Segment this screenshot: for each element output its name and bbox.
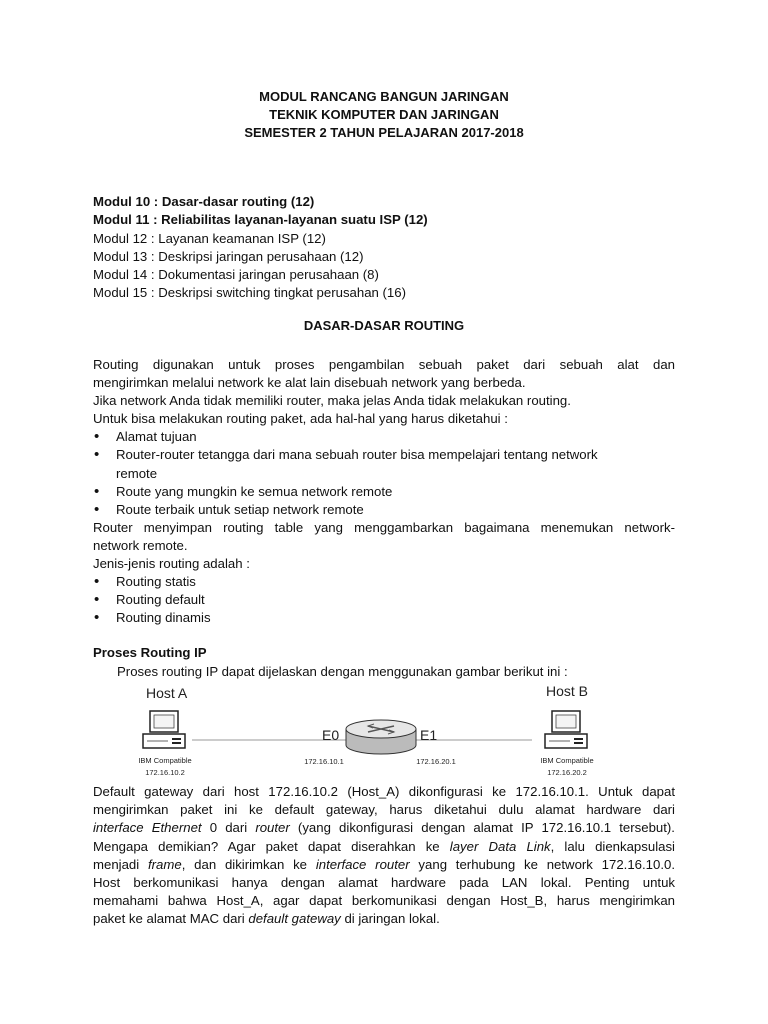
paragraph-line <box>93 856 675 874</box>
e0-label: E0 <box>322 727 340 743</box>
host-a-ip: 172.16.10.2 <box>145 768 185 777</box>
italic-term: router <box>255 820 290 836</box>
subsection-title: Proses Routing IP <box>93 645 207 660</box>
header-line-1: MODUL RANCANG BANGUN JARINGAN <box>259 89 509 104</box>
paragraph-line: Router menyimpan routing table yang menggambarkan bagaimana menemukan network- <box>93 519 675 535</box>
paragraph-line <box>93 910 675 928</box>
paragraph-line: Routing digunakan untuk proses pengambilan sebuah paket dari sebuah alat dan <box>93 357 675 372</box>
document-header <box>0 88 768 142</box>
paragraph-line <box>93 838 675 856</box>
network-diagram <box>120 683 610 781</box>
header-line-2: TEKNIK KOMPUTER DAN JARINGAN <box>269 107 499 122</box>
host-b-ip: 172.16.20.2 <box>547 768 587 777</box>
text-span: , dan dikirimkan ke <box>181 856 316 872</box>
text-span: paket ke alamat MAC dari <box>93 911 249 927</box>
module-list <box>93 193 428 303</box>
module-item: Modul 10 : Dasar-dasar routing (12) <box>93 194 315 209</box>
paragraph-line: mengirimkan paket ini ke default gateway, harus diketahui dulu alamat hardware dari <box>93 802 675 818</box>
module-item: Modul 13 : Deskripsi jaringan perusahaan (12) <box>93 248 364 264</box>
module-item: Modul 14 : Dokumentasi jaringan perusahaan (8) <box>93 267 379 283</box>
module-item: Modul 11 : Reliabilitas layanan-layanan suatu ISP (12) <box>93 212 428 228</box>
explanation-text <box>93 783 675 929</box>
text-span: yang terhubung ke network 172.16.10.0. <box>409 856 676 872</box>
paragraph-line: Jika network Anda tidak memiliki router, maka jelas Anda tidak melakukan routing. <box>93 393 571 409</box>
module-item: Modul 15 : Deskripsi switching tingkat perusahan (16) <box>93 285 406 301</box>
host-b-label: Host B <box>546 683 589 699</box>
list-item: • Route terbaik untuk setiap network remote <box>93 501 675 519</box>
text-span: di jaringan lokal. <box>340 911 440 927</box>
module-item: Modul 12 : Layanan keamanan ISP (12) <box>93 230 326 246</box>
section-title: DASAR-DASAR ROUTING <box>303 318 465 333</box>
paragraph-line: Untuk bisa melakukan routing paket, ada hal-hal yang harus diketahui : <box>93 411 508 427</box>
computer-icon <box>545 711 587 748</box>
host-a-type: IBM Compatible <box>138 756 192 765</box>
host-b-type: IBM Compatible <box>540 756 594 765</box>
list-item: • Alamat tujuan <box>93 428 675 446</box>
paragraph-line: Jenis-jenis routing adalah : <box>93 556 250 572</box>
italic-term: interface Ethernet <box>93 820 202 836</box>
text-span: , lalu dienkapsulasi <box>550 838 675 854</box>
router-icon <box>346 720 416 754</box>
list-item: • Routing statis <box>93 573 675 591</box>
paragraph-line: Default gateway dari host 172.16.10.2 (Host_A) dikonfigurasi ke 172.16.10.1. Untuk dapat <box>93 784 675 799</box>
paragraph-line <box>93 819 675 837</box>
italic-term: default gateway <box>248 911 341 927</box>
diagram-intro: Proses routing IP dapat dijelaskan dengan menggunakan gambar berikut ini : <box>117 664 568 679</box>
requirements-list-cont <box>93 483 675 519</box>
list-item: • Routing default <box>93 591 675 609</box>
text-span: menjadi <box>93 856 148 872</box>
requirements-list <box>93 428 675 464</box>
list-item: • Routing dinamis <box>93 609 675 627</box>
italic-term: frame <box>147 856 182 872</box>
text-span: (yang dikonfigurasi dengan alamat IP 172.16.10.1 tersebut). <box>289 820 675 836</box>
e1-ip: 172.16.20.1 <box>416 757 456 766</box>
italic-term: interface router <box>315 856 410 872</box>
italic-term: layer Data Link <box>449 838 551 854</box>
text-span: 0 dari <box>201 820 256 836</box>
list-item: • Router-router tetangga dari mana sebuah router bisa mempelajari tentang network <box>93 446 675 464</box>
list-item-continuation: remote <box>116 465 158 481</box>
text-span: Mengapa demikian? Agar paket dapat diserahkan ke <box>93 838 450 854</box>
routing-types-list <box>93 573 675 627</box>
e1-label: E1 <box>420 727 438 743</box>
list-item: • Route yang mungkin ke semua network remote <box>93 483 675 501</box>
e0-ip: 172.16.10.1 <box>304 757 344 766</box>
computer-icon <box>143 711 185 748</box>
intro-text <box>93 356 675 627</box>
paragraph-line: mengirimkan melalui network ke alat lain disebuah network yang berbeda. <box>93 375 526 391</box>
paragraph-line: Host berkomunikasi hanya dengan alamat hardware pada LAN lokal. Penting untuk <box>93 875 675 891</box>
paragraph-line: network remote. <box>93 537 188 553</box>
paragraph-line: memahami bahwa Host_A, agar dapat berkomunikasi dengan Host_B, harus mengirimkan <box>93 893 675 909</box>
header-line-3: SEMESTER 2 TAHUN PELAJARAN 2017-2018 <box>244 125 524 140</box>
host-a-label: Host A <box>146 685 188 701</box>
